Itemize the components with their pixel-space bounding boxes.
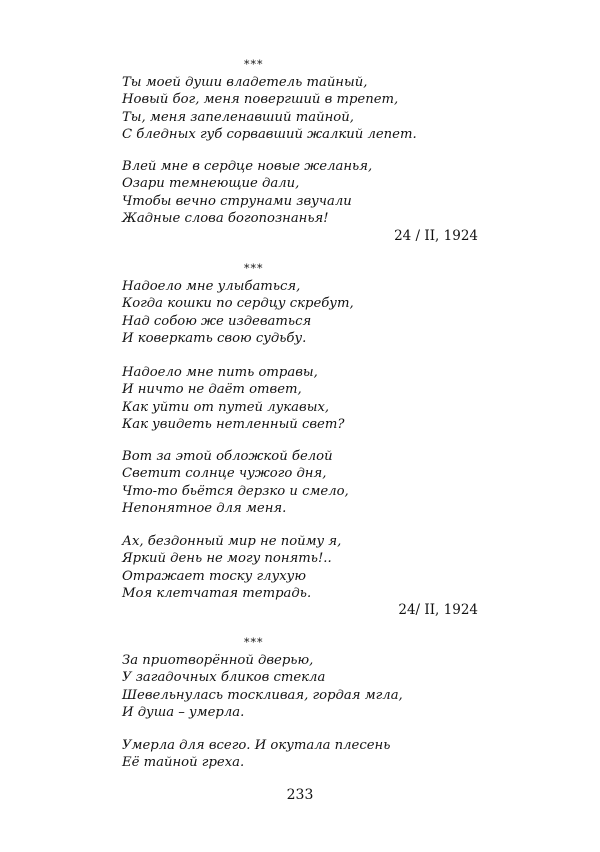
poem-line: Как уйти от путей лукавых, — [122, 399, 330, 415]
poem-line: Ты моей души владетель тайный, — [122, 75, 368, 90]
poem-line: Умерла для всего. И окутала плесень — [122, 738, 391, 753]
poem-stanza — [122, 74, 417, 144]
poem-line: И душа – умерла. — [122, 705, 245, 721]
poem-separator: *** — [244, 58, 264, 71]
poem-line: Яркий день не могу понять!.. — [122, 551, 332, 567]
poem-separator: *** — [244, 262, 264, 275]
poem-line: Шевельнулась тоскливая, гордая мгла, — [122, 687, 403, 703]
poem-line: И коверкать свою судьбу. — [122, 331, 307, 347]
poem-stanza — [122, 278, 354, 348]
poem-line: Новый бог, меня повергший в трепет, — [122, 92, 399, 108]
poem-line: Её тайной греха. — [122, 755, 245, 771]
poem-date: 24 / II, 1924 — [394, 228, 478, 244]
poem-line: Ах, бездонный мир не пойму я, — [122, 534, 342, 549]
poem-stanza — [122, 364, 344, 434]
poem-line: Вот за этой обложкой белой — [122, 449, 333, 464]
poem-line: Надоело мне улыбаться, — [122, 279, 301, 294]
poem-line: И ничто не даёт ответ, — [122, 382, 302, 398]
poem-line: Моя клетчатая тетрадь. — [122, 586, 312, 602]
poem-line: Жадные слова богопознанья! — [122, 211, 329, 227]
poem-line: За приотворённой дверью, — [122, 653, 314, 668]
poem-separator: *** — [244, 636, 264, 649]
poem-line: Что-то бьётся дерзко и смело, — [122, 483, 349, 499]
page-number: 233 — [286, 787, 314, 803]
poem-stanza — [122, 737, 390, 772]
poem-stanza — [122, 652, 403, 722]
poem-stanza — [122, 158, 372, 228]
poem-line: Как увидеть нетленный свет? — [122, 417, 345, 433]
poem-date: 24/ II, 1924 — [398, 602, 478, 618]
poem-line: Ты, меня запеленавший тайной, — [122, 109, 354, 125]
poem-line: Отражает тоску глухую — [122, 568, 306, 584]
poem-line: Светит солнце чужого дня, — [122, 466, 327, 482]
poem-line: С бледных губ сорвавший жалкий лепет. — [122, 127, 417, 143]
poem-line: Над собою же издеваться — [122, 313, 312, 329]
poem-line: Влей мне в сердце новые желанья, — [122, 159, 373, 174]
poem-line: У загадочных бликов стекла — [122, 670, 326, 686]
poem-line: Когда кошки по сердцу скребут, — [122, 296, 354, 312]
poem-line: Надоело мне пить отравы, — [122, 365, 318, 380]
poem-line: Озари темнеющие дали, — [122, 176, 300, 192]
poem-stanza — [122, 533, 341, 603]
poem-stanza — [122, 448, 349, 518]
poem-line: Чтобы вечно струнами звучали — [122, 193, 352, 209]
poem-line: Непонятное для меня. — [122, 501, 287, 517]
